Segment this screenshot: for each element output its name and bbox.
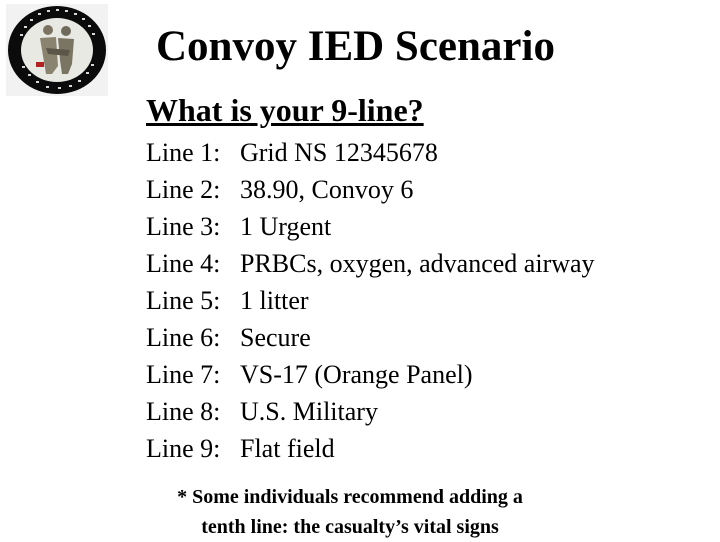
list-item xyxy=(146,319,595,356)
tccc-logo xyxy=(6,4,108,96)
nine-line-list xyxy=(146,134,595,467)
list-item xyxy=(146,430,595,467)
line-value: PRBCs, oxygen, advanced airway xyxy=(240,248,595,278)
line-label: Line 8: xyxy=(146,396,221,426)
line-value: VS-17 (Orange Panel) xyxy=(240,359,473,389)
line-label: Line 5: xyxy=(146,285,221,315)
line-value: Secure xyxy=(240,322,311,352)
line-value: 1 litter xyxy=(240,285,309,315)
list-item xyxy=(146,171,595,208)
list-item xyxy=(146,282,595,319)
list-item xyxy=(146,356,595,393)
list-item xyxy=(146,208,595,245)
line-label: Line 9: xyxy=(146,433,221,463)
line-label: Line 7: xyxy=(146,359,221,389)
line-value: Flat field xyxy=(240,433,335,463)
line-value: 38.90, Convoy 6 xyxy=(240,174,414,204)
line-value: U.S. Military xyxy=(240,396,378,426)
line-label: Line 6: xyxy=(146,322,221,352)
line-label: Line 1: xyxy=(146,137,221,167)
list-item xyxy=(146,245,595,282)
footnote xyxy=(130,482,570,542)
line-value: 1 Urgent xyxy=(240,211,332,241)
slide-subtitle: What is your 9-line? xyxy=(146,92,424,128)
footnote-line-2: tenth line: the casualty’s vital signs xyxy=(201,516,499,538)
line-value: Grid NS 12345678 xyxy=(240,137,438,167)
list-item xyxy=(146,134,595,171)
list-item xyxy=(146,393,595,430)
slide-title: Convoy IED Scenario xyxy=(156,23,555,70)
line-label: Line 3: xyxy=(146,211,221,241)
footnote-line-1: * Some individuals recommend adding a xyxy=(177,486,523,508)
line-label: Line 4: xyxy=(146,248,221,278)
line-label: Line 2: xyxy=(146,174,221,204)
